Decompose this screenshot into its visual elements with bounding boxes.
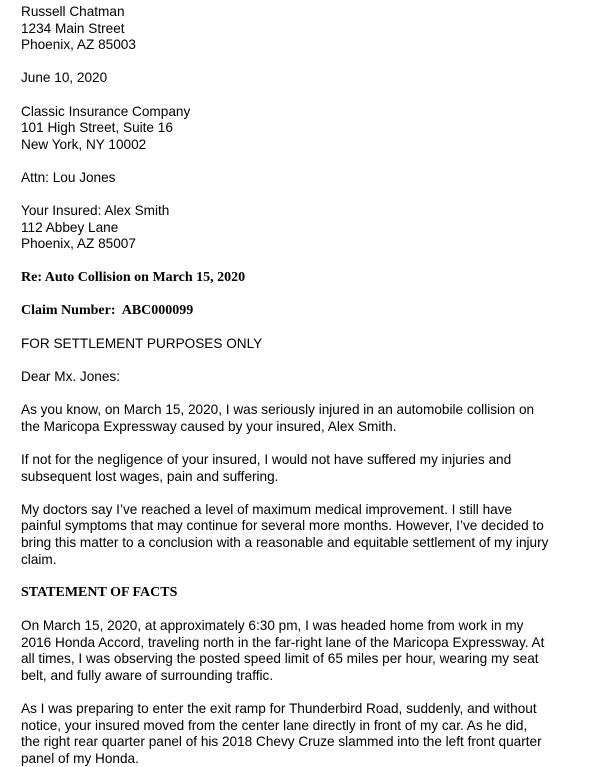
settlement-note xyxy=(21,336,581,353)
insured-city: Phoenix, AZ 85007 xyxy=(21,236,136,252)
facts-heading-text: STATEMENT OF FACTS xyxy=(21,584,178,600)
paragraph-line: notice, your insured moved from the center lane directly in front of my car. As he did, xyxy=(21,717,528,733)
paragraph-2 xyxy=(21,452,581,485)
paragraph-line: the Maricopa Expressway caused by your insured, Alex Smith. xyxy=(21,418,397,434)
paragraph-5 xyxy=(21,701,581,767)
salutation xyxy=(21,369,581,386)
insured-address xyxy=(21,203,581,253)
claim-text: Claim Number: ABC000099 xyxy=(21,302,194,318)
paragraph-line: painful symptoms that may continue for several more months. However, I’ve decided to xyxy=(21,518,544,534)
settlement-text: FOR SETTLEMENT PURPOSES ONLY xyxy=(21,335,263,351)
sender-city: Phoenix, AZ 85003 xyxy=(21,37,136,53)
paragraph-4 xyxy=(21,618,581,684)
paragraph-1 xyxy=(21,402,581,435)
paragraph-line: all times, I was observing the posted speed limit of 65 miles per hour, wearing my seat xyxy=(21,651,539,667)
re-line xyxy=(21,270,581,287)
re-text: Re: Auto Collision on March 15, 2020 xyxy=(21,269,246,285)
claim-number xyxy=(21,303,581,320)
recipient-street: 101 High Street, Suite 16 xyxy=(21,120,173,136)
insured-street: 112 Abbey Lane xyxy=(21,219,119,235)
paragraph-line: As I was preparing to enter the exit ramp for Thunderbird Road, suddenly, and without xyxy=(21,700,537,716)
paragraph-line: On March 15, 2020, at approximately 6:30 pm, I was headed home from work in my xyxy=(21,617,524,633)
letter-page xyxy=(21,4,581,767)
paragraph-3 xyxy=(21,502,581,568)
salutation-text: Dear Mx. Jones: xyxy=(21,369,120,385)
paragraph-line: the right rear quarter panel of his 2018 Chevy Cruze slammed into the left front quarter xyxy=(21,734,542,750)
paragraph-line: belt, and fully aware of surrounding traffic. xyxy=(21,667,274,683)
sender-street: 1234 Main Street xyxy=(21,20,125,36)
paragraph-line: subsequent lost wages, pain and suffering. xyxy=(21,468,279,484)
paragraph-line: panel of my Honda. xyxy=(21,750,139,766)
insured-name: Your Insured: Alex Smith xyxy=(21,203,170,219)
recipient-address xyxy=(21,104,581,154)
sender-name: Russell Chatman xyxy=(21,4,125,19)
letter-date xyxy=(21,70,581,87)
attn-text: Attn: Lou Jones xyxy=(21,169,116,185)
facts-heading xyxy=(21,585,581,602)
paragraph-line: claim. xyxy=(21,551,57,567)
paragraph-line: bring this matter to a conclusion with a reasonable and equitable settlement of my injury xyxy=(21,535,549,550)
sender-address xyxy=(21,4,581,54)
paragraph-line: My doctors say I’ve reached a level of maximum medical improvement. I still have xyxy=(21,501,513,517)
paragraph-line: 2016 Honda Accord, traveling north in the far-right lane of the Maricopa Expressway. At xyxy=(21,634,545,650)
date-text: June 10, 2020 xyxy=(21,70,108,86)
recipient-company: Classic Insurance Company xyxy=(21,103,191,119)
paragraph-line: If not for the negligence of your insured, I would not have suffered my injuries and xyxy=(21,452,512,468)
recipient-city: New York, NY 10002 xyxy=(21,136,147,152)
paragraph-line: As you know, on March 15, 2020, I was seriously injured in an automobile collision on xyxy=(21,402,535,418)
attention-line xyxy=(21,170,581,187)
